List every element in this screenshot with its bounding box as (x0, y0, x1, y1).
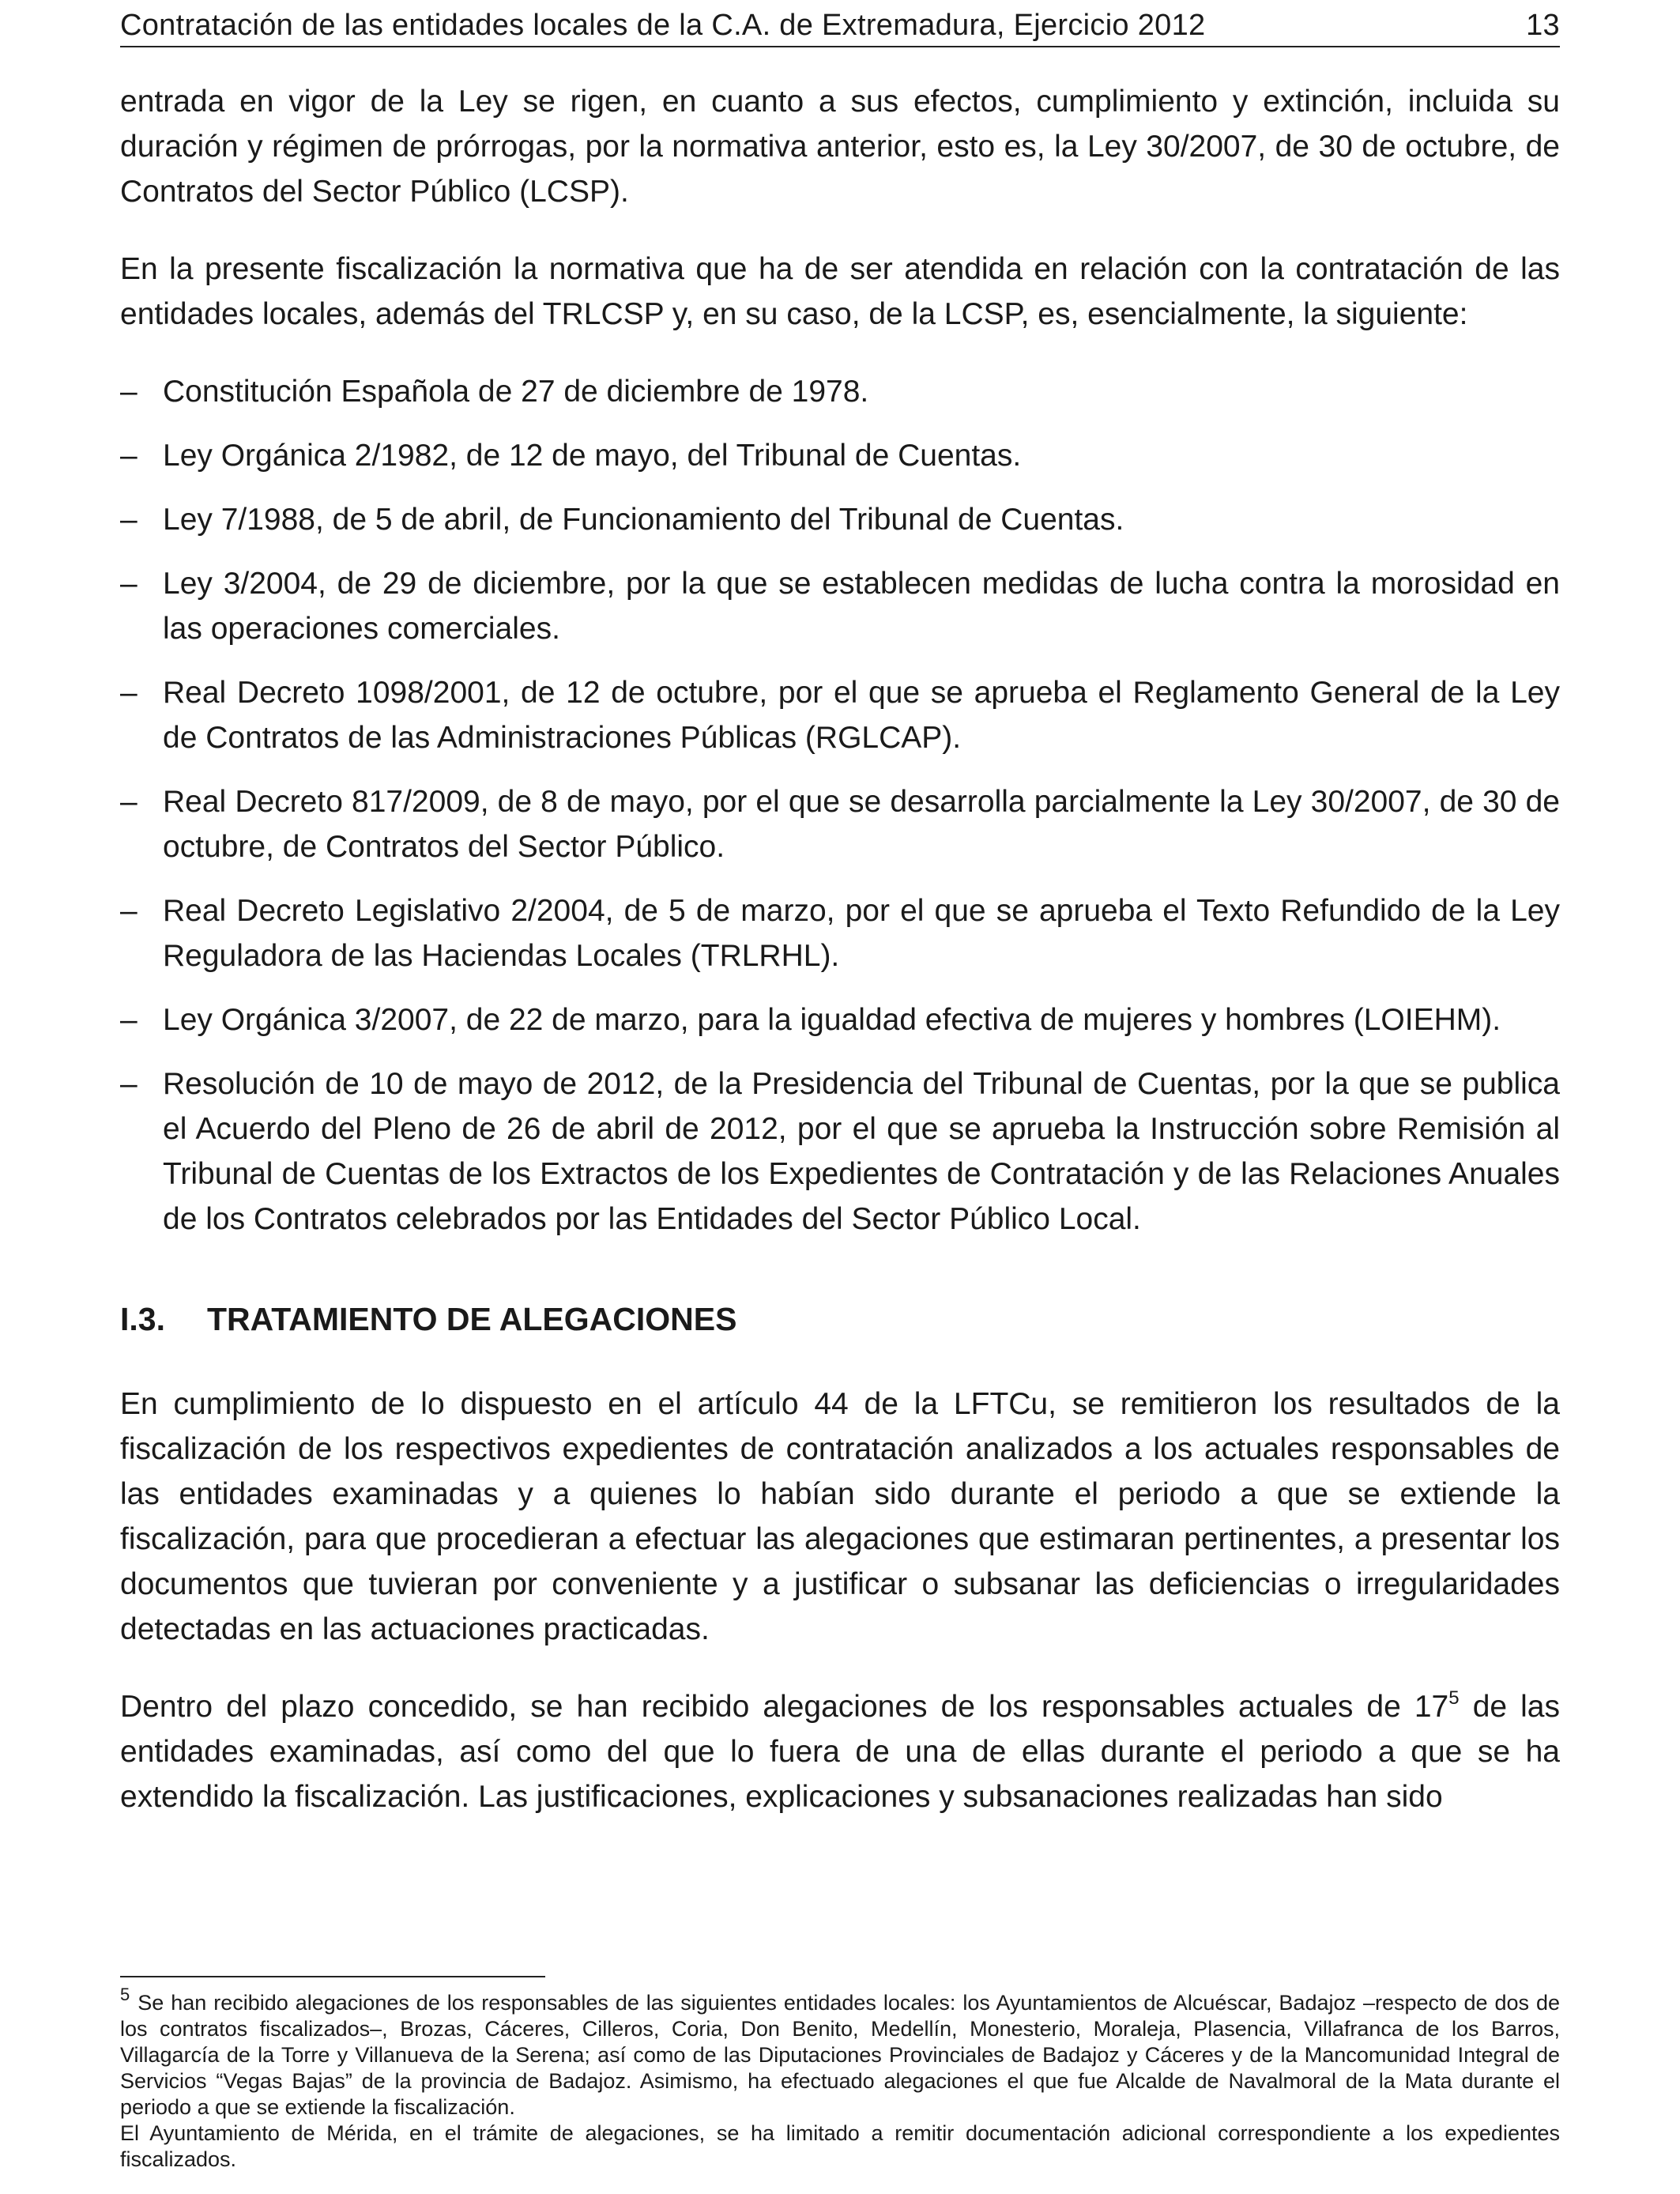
dash-bullet: – (120, 785, 137, 819)
list-item-text: Ley 3/2004, de 29 de diciembre, por la que se establecen medidas de lucha contra la morosidad en las operaciones comerciales. (163, 567, 1560, 646)
dash-bullet: – (120, 439, 137, 473)
footnote-paragraph-2: El Ayuntamiento de Mérida, en el trámite de alegaciones, se ha limitado a remitir documentación adicional correspondiente a los expedientes fiscalizados. (120, 2121, 1560, 2171)
list-item (120, 997, 1560, 1042)
footnote-paragraph (120, 1985, 1560, 2120)
intro-paragraph: entrada en vigor de la Ley se rigen, en cuanto a sus efectos, cumplimiento y extinción, incluida su duración y régimen de prórrogas, por la normativa anterior, esto es, la Ley 30/2007, de 30 de octubre, de Contratos del Sector Público (LCSP). (120, 85, 1560, 209)
list-item-text: Real Decreto Legislativo 2/2004, de 5 de marzo, por el que se aprueba el Texto Refundido de la Ley Reguladora de las Haciendas Locales (TRLRHL). (163, 894, 1560, 973)
footnote (120, 1985, 1560, 2173)
document-title: Contratación de las entidades locales de la C.A. de Extremadura, Ejercicio 2012 (120, 8, 1206, 42)
footnote-separator (120, 1976, 545, 1977)
list-item (120, 888, 1560, 978)
section-number: I.3. (120, 1301, 165, 1337)
section-heading (120, 1297, 1560, 1342)
list-item (120, 497, 1560, 542)
list-item-text: Ley Orgánica 3/2007, de 22 de marzo, para la igualdad efectiva de mujeres y hombres (LOIEHM). (163, 1003, 1501, 1037)
list-item (120, 1061, 1560, 1242)
alegaciones-paragraph: En cumplimiento de lo dispuesto en el artículo 44 de la LFTCu, se remitieron los resultados de la fiscalización de los respectivos expedientes de contratación analizados a los actuales responsables de las entidades examinadas y a quienes lo habían sido durante el periodo a que se extiende la fiscalización, para que procedieran a efectuar las alegaciones que estimaran pertinentes, a presentar los documentos que tuvieran por conveniente y a justificar o subsanar las deficiencias o irregularidades detectadas en las actuaciones practicadas. (120, 1387, 1560, 1646)
plazo-paragraph (120, 1684, 1560, 1819)
page-number: 13 (1526, 8, 1560, 42)
document-body (120, 79, 1560, 1852)
normativa-paragraph: En la presente fiscalización la normativa que ha de ser atendida en relación con la contratación de las entidades locales, además del TRLCSP y, en su caso, de la LCSP, es, esencialmente, la siguiente: (120, 252, 1560, 331)
list-item (120, 433, 1560, 478)
footnote-reference[interactable]: 5 (1448, 1687, 1460, 1709)
footnote-text: Se han recibido alegaciones de los responsables de las siguientes entidades locales: los Ayuntamientos de Alcuéscar, Badajoz –respecto de dos de los contratos fiscalizados–, Brozas, Cáceres, Cilleros, Coria, Don Benito, Medellín, Monesterio, Moraleja, Plasencia, Villafranca de los Barros, Villagarcía de la Torre y Villanueva de la Serena; así como de las Diputaciones Provinciales de Badajoz y Cáceres y de la Mancomunidad Integral de Servicios “Vegas Bajas” de la provincia de Badajoz. Asimismo, ha efectuado alegaciones el que fue Alcalde de Navalmoral de la Mata durante el periodo a que se extiende la fiscalización. (120, 1991, 1560, 2119)
list-item-text: Ley 7/1988, de 5 de abril, de Funcionamiento del Tribunal de Cuentas. (163, 503, 1124, 537)
dash-bullet: – (120, 1003, 137, 1037)
dash-bullet: – (120, 676, 137, 710)
laws-list (120, 369, 1560, 1242)
footnote-number: 5 (120, 1985, 130, 2004)
list-item (120, 670, 1560, 760)
list-item (120, 369, 1560, 414)
list-item-text: Ley Orgánica 2/1982, de 12 de mayo, del Tribunal de Cuentas. (163, 439, 1022, 473)
dash-bullet: – (120, 1067, 137, 1101)
plazo-text-start: Dentro del plazo concedido, se han recibido alegaciones de los responsables actuales de 17 (120, 1690, 1449, 1724)
dash-bullet: – (120, 894, 137, 928)
list-item (120, 561, 1560, 651)
dash-bullet: – (120, 375, 137, 409)
list-item (120, 779, 1560, 869)
plazo-text-end: de las entidades examinadas, así como del que lo fuera de una de ellas durante el periodo a que se ha extendido la fiscalización. Las justificaciones, explicaciones y subsanaciones realizadas han sido (120, 1690, 1561, 1814)
list-item-text: Real Decreto 1098/2001, de 12 de octubre, por el que se aprueba el Reglamento General de la Ley de Contratos de las Administraciones Públicas (RGLCAP). (163, 676, 1560, 755)
dash-bullet: – (120, 503, 137, 537)
dash-bullet: – (120, 567, 137, 601)
list-item-text: Real Decreto 817/2009, de 8 de mayo, por el que se desarrolla parcialmente la Ley 30/2007, de 30 de octubre, de Contratos del Sector Público. (163, 785, 1560, 864)
list-item-text: Resolución de 10 de mayo de 2012, de la Presidencia del Tribunal de Cuentas, por la que se publica el Acuerdo del Pleno de 26 de abril de 2012, por el que se aprueba la Instrucción sobre Remisión al Tribunal de Cuentas de los Extractos de los Expedientes de Contratación y de las Relaciones Anuales de los Contratos celebrados por las Entidades del Sector Público Local. (163, 1067, 1560, 1236)
section-title: TRATAMIENTO DE ALEGACIONES (207, 1301, 737, 1337)
page-header (120, 5, 1560, 47)
list-item-text: Constitución Española de 27 de diciembre de 1978. (163, 375, 869, 409)
